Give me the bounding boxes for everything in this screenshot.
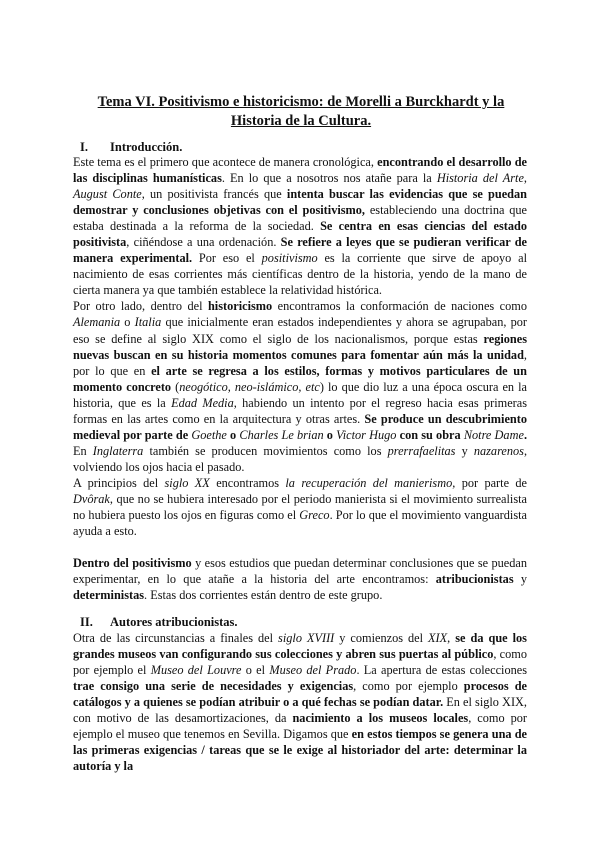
text-run: es la corriente que sirve de apoyo al nacimiento de esas corrientes más científicas dentro de la historia, yendo de la mano de cierta manera ya que también establece la relatividad histórica. [73,251,527,298]
text-run: , habiendo un intento por el regreso hacia esas primeras formas en las artes como en la arquitectura y otras artes. [73,395,527,426]
italic-text: Goethe [191,427,227,442]
bold-text: el arte se regresa a los estilos, formas y motivos particulares de un momento concreto [73,363,527,394]
text-run: , [447,631,456,645]
bold-text: Se produce un descubrimiento medieval por parte de [73,411,527,442]
italic-text: Edad Media [171,395,234,410]
section-number: II. [80,615,93,629]
bold-text: regiones nuevas buscan en su historia momentos comunes para fomentar aún más la unidad [73,331,527,362]
bold-text: . [523,427,528,442]
text-run: Por eso el [192,251,262,266]
bold-text: se da que los grandes museos van configurando sus colecciones y abren sus puertas al público [73,631,527,662]
text-run: Otra de las circunstancias a finales del [73,631,279,645]
text-run: y esos estudios que puedan determinar conclusiones que se puedan experimentar, en lo que atañe a la historia del arte encontramos: [73,556,527,587]
bold-text: o [323,427,337,442]
italic-text: siglo XX [164,475,210,490]
text-run: y comienzos del [334,631,429,645]
italic-text: nazarenos [473,443,524,458]
paragraph-museos [73,630,527,774]
section-body-autores [73,630,527,774]
bold-text: Se centra en esas ciencias del estado positivista [73,219,528,250]
text-run: Este tema es el primero que acontece de manera cronológica, [73,155,378,169]
text-run: y [455,443,474,458]
text-run: , ciñéndose a una ordenación. [126,235,281,250]
text-run: Por otro lado, dentro del [73,299,208,314]
section-title: Autores atribucionistas. [110,615,238,629]
section-number: I. [80,140,88,154]
italic-text: Museo del Prado [269,663,357,678]
bold-text: Se refiere a leyes que se pudieran verificar de manera experimental. [73,235,527,266]
section-title: Introducción. [110,140,183,154]
text-run: A principios del [73,475,165,490]
italic-text: August Conte [73,187,142,202]
bold-text: trae consigo una serie de necesidades y exigencias [73,679,354,694]
text-run: . Estas dos corrientes están dentro de este grupo. [144,588,383,603]
bold-text: historicismo [207,299,273,314]
bold-text: nacimiento a los museos locales [292,711,469,726]
text-run: , un positivista francés que [141,187,287,202]
text-run: por parte de [455,475,527,490]
text-run: encontramos [209,475,286,490]
text-run: . En lo que a nosotros nos atañe para la [221,171,437,186]
italic-text: Victor Hugo [336,427,397,442]
text-run: . La apertura de estas colecciones [356,663,528,678]
text-run: , que no se hubiera interesado por el periodo manierista si el movimiento surrealista no hubiera puesto los ojos en figuras como el [73,491,527,523]
text-run: , volviendo los ojos hacia el pasado. [73,443,528,474]
bold-text: intenta buscar las evidencias que se puedan demostrar y conclusiones objetivas con el positivismo, [73,187,527,218]
italic-text: positivismo [261,251,318,266]
text-run: o [120,315,135,330]
italic-text: Dvôrak [73,491,110,506]
text-run: encontramos la conformación de naciones como [272,299,527,314]
paragraph-manierismo [73,475,527,539]
italic-text: Inglaterra [92,443,144,458]
bold-text: deterministas [73,588,145,603]
italic-text: neogótico, neo-islámico, etc [179,379,320,394]
bold-text: en estos tiempos se genera una de las primeras exigencias / tareas que se le exige al historiador del arte: determinar la autoría y la [73,727,527,774]
text-run: o el [241,663,270,678]
title-line-2: Historia de la Cultura. [230,113,372,129]
text-run: , como por ejemplo el [73,647,527,678]
text-run: ( [171,379,180,394]
text-run: ) lo que dio luz a una época oscura en la historia, que es la [73,379,528,410]
bold-text: atribucionistas [435,572,514,587]
paragraph-historicismo [73,298,527,475]
text-run: , como por ejemplo el museo que tenemos en Sevilla. Digamos que [73,711,528,742]
text-run: . Por lo que el movimiento vanguardista ayuda a esto. [73,508,527,539]
text-run: estableciendo una doctrina que estaba destinada a la reforma de la sociedad. [73,203,527,234]
title-line-1: Tema VI. Positivismo e historicismo: de Morelli a Burckhardt y la [97,94,505,110]
text-run: que inicialmente eran estados independientes y ahora se agrupaban, por eso se define al siglo XIX como el siglo de los nacionalismos, porque estas [73,315,527,346]
italic-text: XIX [428,631,448,645]
section-heading-autores [80,614,238,630]
text-run: , como por ejemplo [353,679,464,694]
italic-text: Greco [299,508,330,523]
paragraph-gap [73,539,527,555]
italic-text: Notre Dame [463,427,524,442]
section-body-introduccion [73,154,527,603]
italic-text: Historia del Arte [436,171,524,186]
bold-text: encontrando el desarrollo de las disciplinas humanísticas [73,155,528,186]
italic-text: la recuperación del manierismo, [285,475,456,490]
document-title [76,93,526,131]
text-run: , por lo que en [73,347,527,378]
text-run: y [513,572,527,587]
italic-text: Alemania [73,315,121,330]
text-run: En el siglo XIX, con motivo de las desamortizaciones, da [73,695,527,726]
paragraph-positivismo [73,154,527,298]
text-run: también se producen movimientos como los [143,443,388,458]
bold-text: procesos de catálogos y a quienes se podían atribuir o a qué fechas se podían datar. [73,679,527,710]
italic-text: Italia [134,315,162,330]
italic-text: prerrafaelitas [387,443,456,458]
italic-text: Charles Le brian [239,427,324,442]
bold-text: o [226,427,240,442]
bold-text: Dentro del positivismo [73,556,192,571]
italic-text: Museo del Louvre [150,663,242,678]
italic-text: siglo XVIII [278,631,335,645]
text-run: En [73,443,93,458]
section-heading-introduccion [80,139,182,155]
bold-text: con su obra [396,427,464,442]
paragraph-corrientes [73,555,527,603]
text-run: , [523,171,527,186]
